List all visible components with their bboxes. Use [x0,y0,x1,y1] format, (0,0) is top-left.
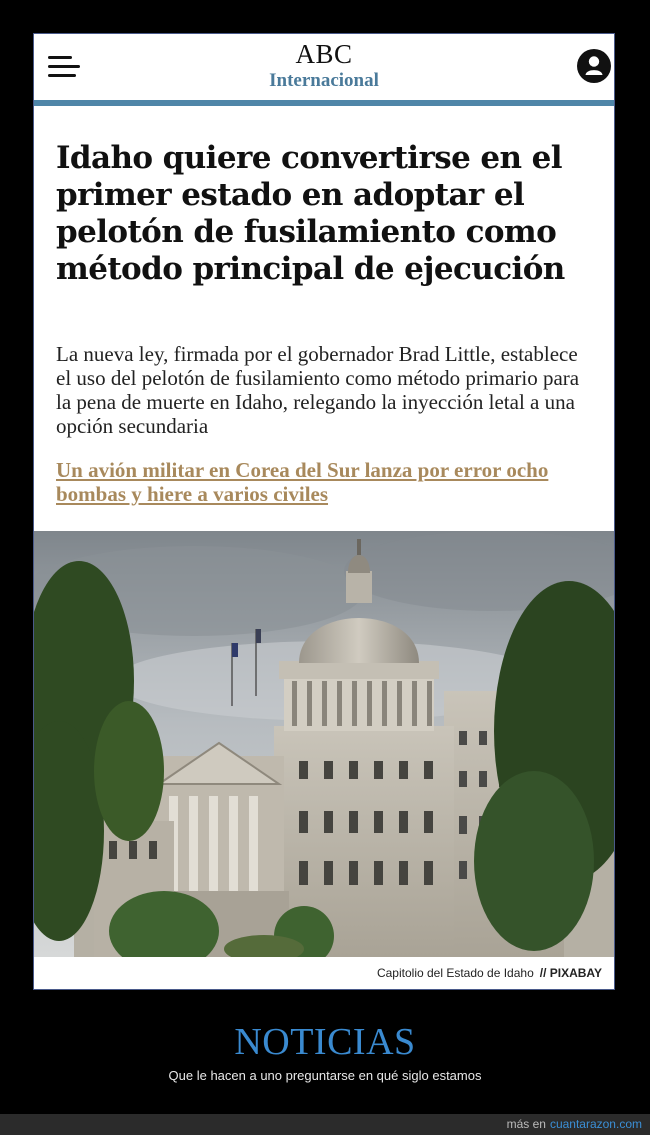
meme-subtitle: Que le hacen a uno preguntarse en qué siglo estamos [168,1068,482,1083]
site-logo[interactable]: ABC [295,39,353,69]
section-label[interactable]: Internacional [269,70,379,91]
meme-title: NOTICIAS [234,1021,416,1063]
header-accent-bar [34,100,614,106]
site-link[interactable]: cuantarazon.com [549,1117,642,1131]
article-lede: La nueva ley, firmada por el gobernador Brad Little, establece el uso del pelotón de fusilamiento como método primario para la pena de muerte en Idaho, relegando la inyección letal a una opción secundaria [56,342,580,438]
photo-caption [377,966,602,980]
caption-text: Capitolio del Estado de Idaho [376,966,534,980]
article-headline: Idaho quiere convertirse en el primer estado en adoptar el pelotón de fusilamiento como método principal de ejecución [56,140,565,287]
related-article-link[interactable]: Un avión militar en Corea del Sur lanza por error ocho bombas y hiere a varios civiles [56,458,549,506]
capitol-building-photo [34,531,614,957]
photo-credit: // PIXABAY [539,966,602,980]
user-account-icon[interactable] [577,49,611,83]
site-header [34,34,614,100]
brand [34,38,614,92]
footer-prefix: más en [506,1117,546,1131]
footer-credit [507,1117,642,1131]
article-screenshot [33,33,615,990]
footer-bar [0,1114,650,1135]
